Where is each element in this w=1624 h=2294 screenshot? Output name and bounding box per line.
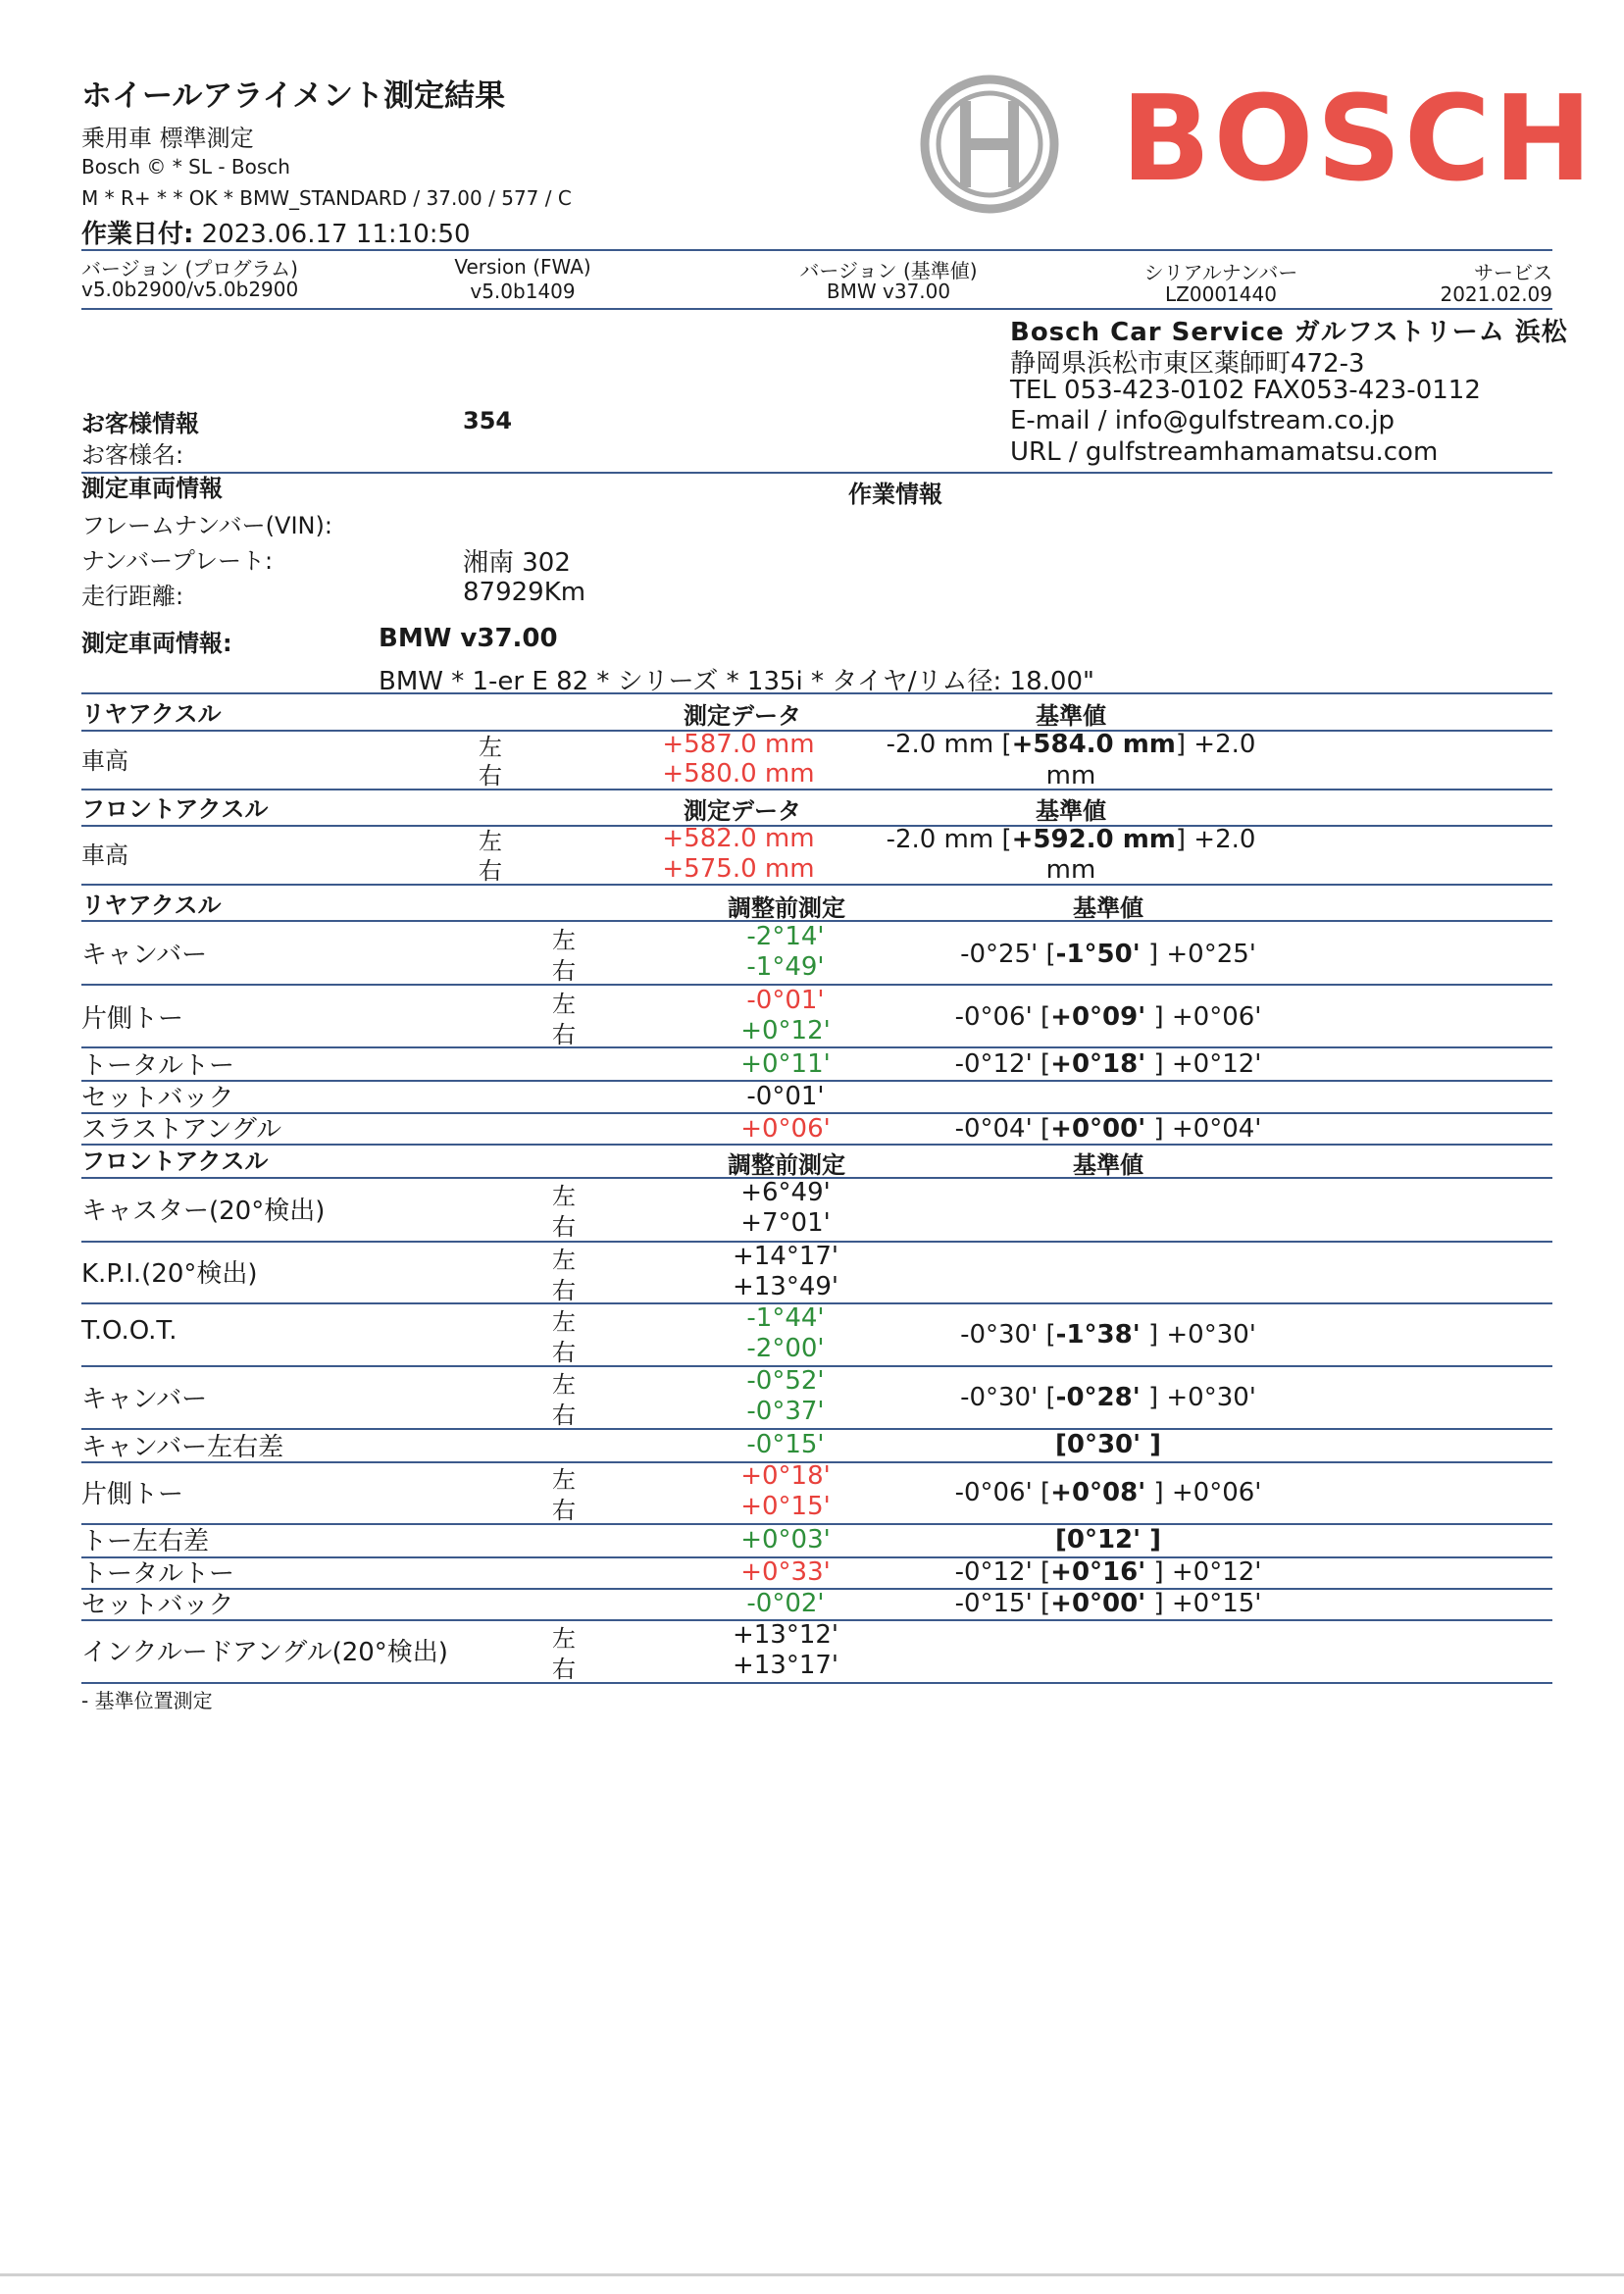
divider <box>81 825 1552 827</box>
spec-lower: -0°30' [ <box>960 1320 1056 1350</box>
front-total-toe-label: トータルトー <box>81 1559 235 1589</box>
toot-right-value: -2°00' <box>746 1334 825 1363</box>
serial-value: LZ0001440 <box>1165 282 1277 306</box>
spec-nominal: +592.0 mm <box>1011 825 1176 854</box>
left-side-label: 左 <box>552 927 576 954</box>
before-adjust-header: 調整前測定 <box>728 1151 845 1179</box>
front-camber-label: キャンバー <box>81 1385 208 1414</box>
spec-lower: -0°04' [ <box>954 1114 1051 1144</box>
thrust-angle-value: +0°06' <box>740 1114 831 1144</box>
rear-axle-height-header: リヤアクスル <box>81 700 222 728</box>
work-date-value: 2023.06.17 11:10:50 <box>201 220 471 249</box>
divider <box>81 789 1552 790</box>
shop-name: Bosch Car Service ガルフストリーム 浜松 <box>1010 318 1568 347</box>
camber-diff-spec: [0°30' ] <box>1054 1430 1162 1459</box>
rear-camber-spec <box>960 940 1256 969</box>
left-side-label: 左 <box>552 1371 576 1399</box>
front-height-spec <box>887 825 1256 854</box>
right-side-label: 右 <box>479 762 502 790</box>
front-camber-spec <box>960 1383 1256 1412</box>
serial-label: シリアルナンバー <box>1143 261 1298 284</box>
customer-name-label: お客様名: <box>81 441 184 469</box>
scan-edge <box>0 2273 1624 2276</box>
shop-email: E-mail / info@gulfstream.co.jp <box>1010 406 1396 435</box>
mileage-value: 87929Km <box>463 578 586 607</box>
spec-header: 基準値 <box>1036 797 1106 825</box>
front-total-toe-spec <box>955 1557 1262 1587</box>
shop-url: URL / gulfstreamhamamatsu.com <box>1010 437 1439 467</box>
front-toe-label: 片側トー <box>81 1480 184 1509</box>
divider <box>81 730 1552 732</box>
measured-header: 測定データ <box>684 797 801 825</box>
front-setback-spec <box>955 1589 1262 1618</box>
spec-upper: ] +2.0 <box>1175 730 1256 759</box>
caster-left-value: +6°49' <box>740 1178 831 1207</box>
spec-upper: ] +0°06' <box>1145 1478 1262 1507</box>
rear-camber-left-value: -2°14' <box>746 922 825 951</box>
spec-upper: ] +0°04' <box>1145 1114 1262 1144</box>
toe-diff-label: トー左右差 <box>81 1527 210 1556</box>
right-side-label: 右 <box>552 1402 576 1429</box>
front-axle-header: フロントアクスル <box>81 1147 269 1175</box>
spec-nominal: +0°09' <box>1050 1002 1146 1032</box>
rear-total-toe-value: +0°11' <box>740 1049 831 1079</box>
left-side-label: 左 <box>552 1183 576 1210</box>
header-line-2: M * R+ * * OK * BMW_STANDARD / 37.00 / 577 / C <box>81 186 572 210</box>
spec-upper: ] +0°30' <box>1140 1383 1256 1412</box>
front-toe-right-value: +0°15' <box>740 1492 831 1521</box>
shop-address: 静岡県浜松市東区薬師町472-3 <box>1010 349 1365 379</box>
armature-icon <box>917 72 1062 217</box>
version-spec-label: バージョン (基準値) <box>799 259 978 282</box>
work-info-label: 作業情報 <box>848 481 942 508</box>
spec-upper: ] +2.0 <box>1175 825 1256 854</box>
front-height-right-value: +575.0 mm <box>662 854 815 884</box>
spec-header: 基準値 <box>1073 894 1143 922</box>
thrust-angle-spec <box>955 1114 1262 1144</box>
camber-diff-label: キャンバー左右差 <box>81 1433 284 1462</box>
divider <box>81 472 1552 474</box>
rear-setback-value: -0°01' <box>746 1082 825 1111</box>
rear-toe-label: 片側トー <box>81 1004 184 1034</box>
shop-tel: TEL 053-423-0102 FAX053-423-0112 <box>1010 376 1481 405</box>
spec-nominal: +584.0 mm <box>1011 730 1176 759</box>
spec-nominal: -1°50' <box>1055 940 1141 969</box>
service-value: 2021.02.09 <box>1440 282 1552 306</box>
left-side-label: 左 <box>479 734 502 761</box>
spec-nominal: +0°08' <box>1050 1478 1146 1507</box>
front-axle-height-header: フロントアクスル <box>81 795 269 823</box>
rear-height-right-value: +580.0 mm <box>662 759 815 789</box>
front-toe-left-value: +0°18' <box>740 1461 831 1491</box>
footnote: - 基準位置測定 <box>81 1689 213 1712</box>
toot-label: T.O.O.T. <box>81 1316 178 1346</box>
rear-camber-label: キャンバー <box>81 941 208 970</box>
spec-upper: ] +0°12' <box>1145 1049 1262 1079</box>
right-side-label: 右 <box>552 1339 576 1366</box>
left-side-label: 左 <box>552 1466 576 1494</box>
spec-lower: -0°12' [ <box>954 1557 1051 1587</box>
version-fwa-value: v5.0b1409 <box>470 280 576 303</box>
spec-lower: -2.0 mm [ <box>886 730 1012 759</box>
mileage-label: 走行距離: <box>81 583 184 610</box>
camber-diff-value: -0°15' <box>746 1430 825 1459</box>
work-date-label: 作業日付: <box>81 220 194 249</box>
customer-info-value: 354 <box>463 407 513 434</box>
rear-axle-header: リヤアクスル <box>81 892 222 919</box>
divider <box>81 249 1552 251</box>
rear-toe-left-value: -0°01' <box>746 986 825 1015</box>
model-value: BMW v37.00 <box>379 624 558 653</box>
vin-label: フレームナンバー(VIN): <box>81 512 332 539</box>
service-label: サービス <box>1474 261 1552 284</box>
kpi-left-value: +14°17' <box>732 1242 839 1271</box>
front-camber-right-value: -0°37' <box>746 1397 825 1426</box>
model-label: 測定車両情報: <box>81 630 232 657</box>
rear-camber-right-value: -1°49' <box>746 952 825 982</box>
front-height-label: 車高 <box>81 841 128 869</box>
plate-label: ナンバープレート: <box>81 547 274 575</box>
version-fwa-label: Version (FWA) <box>454 255 591 279</box>
rear-height-label: 車高 <box>81 747 128 775</box>
kpi-right-value: +13°49' <box>732 1272 839 1301</box>
spec-lower: -0°12' [ <box>954 1049 1051 1079</box>
front-setback-label: セットバック <box>81 1591 234 1620</box>
right-side-label: 右 <box>479 857 502 885</box>
work-date <box>81 214 471 250</box>
right-side-label: 右 <box>552 1213 576 1241</box>
divider <box>81 692 1552 694</box>
spec-nominal: +0°18' <box>1050 1049 1146 1079</box>
divider <box>81 308 1552 310</box>
spec-header: 基準値 <box>1036 702 1106 730</box>
header-line-1: Bosch © * SL - Bosch <box>81 155 290 178</box>
front-camber-left-value: -0°52' <box>746 1366 825 1396</box>
spec-nominal: -1°38' <box>1055 1320 1141 1350</box>
spec-nominal: +0°16' <box>1050 1557 1146 1587</box>
left-side-label: 左 <box>479 828 502 855</box>
right-side-label: 右 <box>552 1656 576 1683</box>
rear-height-left-value: +587.0 mm <box>662 730 815 759</box>
left-side-label: 左 <box>552 1625 576 1653</box>
rear-setback-label: セットバック <box>81 1084 234 1113</box>
model-detail: BMW * 1-er E 82 * シリーズ * 135i * タイヤ/リム径: 18.00" <box>379 667 1094 696</box>
plate-value: 湘南 302 <box>463 548 571 578</box>
spec-upper: ] +0°25' <box>1140 940 1256 969</box>
toot-left-value: -1°44' <box>746 1303 825 1333</box>
report-subtitle: 乗用車 標準測定 <box>81 125 254 152</box>
version-program-value: v5.0b2900/v5.0b2900 <box>81 278 299 301</box>
vehicle-section-label: 測定車両情報 <box>81 475 223 502</box>
included-angle-right-value: +13°17' <box>732 1651 839 1680</box>
rear-height-spec-unit: mm <box>1045 761 1096 790</box>
kpi-label: K.P.I.(20°検出) <box>81 1259 258 1289</box>
rear-total-toe-spec <box>955 1049 1262 1079</box>
spec-nominal: -0°28' <box>1055 1383 1141 1412</box>
spec-lower: -2.0 mm [ <box>886 825 1012 854</box>
rear-height-spec <box>887 730 1256 759</box>
thrust-angle-label: スラストアングル <box>81 1115 282 1145</box>
left-side-label: 左 <box>552 991 576 1018</box>
report-title: ホイールアライメント測定結果 <box>81 78 506 114</box>
spec-header: 基準値 <box>1073 1151 1143 1179</box>
front-setback-value: -0°02' <box>746 1589 825 1618</box>
divider <box>81 1682 1552 1684</box>
right-side-label: 右 <box>552 1497 576 1524</box>
caster-label: キャスター(20°検出) <box>81 1197 326 1226</box>
spec-upper: ] +0°06' <box>1145 1002 1262 1032</box>
left-side-label: 左 <box>552 1247 576 1274</box>
spec-lower: -0°25' [ <box>960 940 1056 969</box>
spec-lower: -0°06' [ <box>954 1002 1051 1032</box>
customer-info-label: お客様情報 <box>81 410 199 437</box>
toot-spec <box>960 1320 1256 1350</box>
spec-nominal: +0°00' <box>1050 1589 1146 1618</box>
front-height-left-value: +582.0 mm <box>662 824 815 853</box>
spec-upper: ] +0°12' <box>1145 1557 1262 1587</box>
before-adjust-header: 調整前測定 <box>728 894 845 922</box>
rear-toe-spec <box>955 1002 1262 1032</box>
caster-right-value: +7°01' <box>740 1208 831 1238</box>
bosch-logo-text: BOSCH <box>1121 72 1596 208</box>
toe-diff-spec: [0°12' ] <box>1054 1525 1162 1555</box>
spec-lower: -0°30' [ <box>960 1383 1056 1412</box>
included-angle-label: インクルードアングル(20°検出) <box>81 1638 448 1667</box>
rear-toe-right-value: +0°12' <box>740 1016 831 1045</box>
right-side-label: 右 <box>552 1277 576 1304</box>
rear-total-toe-label: トータルトー <box>81 1051 235 1081</box>
spec-lower: -0°06' [ <box>954 1478 1051 1507</box>
toe-diff-value: +0°03' <box>740 1525 831 1555</box>
divider <box>81 1046 1552 1048</box>
included-angle-left-value: +13°12' <box>732 1620 839 1650</box>
bosch-armature-logo <box>917 72 1062 217</box>
version-program-label: バージョン (プログラム) <box>81 257 298 280</box>
front-height-spec-unit: mm <box>1045 855 1096 885</box>
right-side-label: 右 <box>552 957 576 985</box>
spec-lower: -0°15' [ <box>954 1589 1051 1618</box>
divider <box>81 884 1552 886</box>
right-side-label: 右 <box>552 1021 576 1048</box>
front-toe-spec <box>955 1478 1262 1507</box>
front-total-toe-value: +0°33' <box>740 1557 831 1587</box>
measured-header: 測定データ <box>684 702 801 730</box>
version-spec-value: BMW v37.00 <box>826 280 951 303</box>
left-side-label: 左 <box>552 1308 576 1336</box>
spec-nominal: +0°00' <box>1050 1114 1146 1144</box>
spec-upper: ] +0°30' <box>1140 1320 1256 1350</box>
spec-upper: ] +0°15' <box>1145 1589 1262 1618</box>
